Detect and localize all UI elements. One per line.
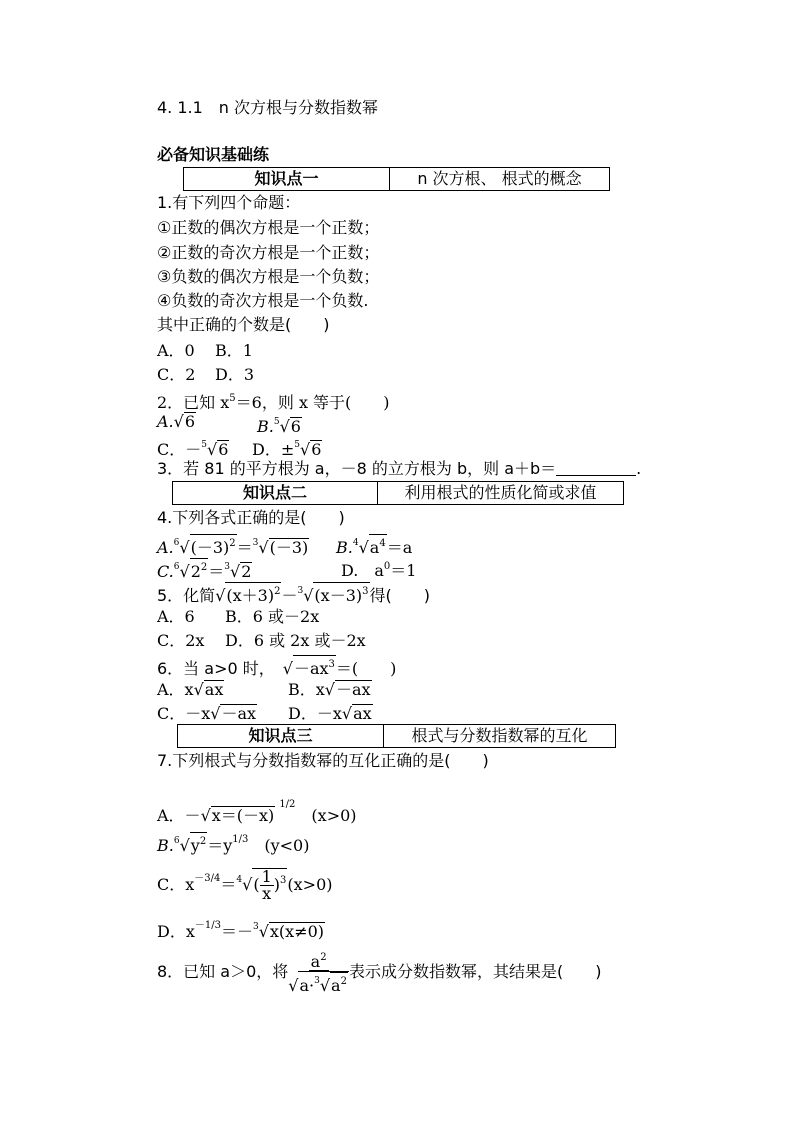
q7-option-c: C．$x^{-3/4}=^4√$( $\frac{1}{x}$ )$^3$(x>0) — [157, 867, 333, 903]
q4-option-c: $C.^6√2^2=^3√2$ — [157, 557, 252, 582]
page-title: 4. 1.1 n 次方根与分数指数幂 — [157, 98, 379, 117]
q6-option-b: B．x√－ax — [288, 680, 371, 699]
q4-stem: 4.下列各式正确的是( ) — [157, 508, 345, 527]
q3-answer-blank[interactable] — [556, 461, 636, 476]
q1-option-a: A．0 — [157, 341, 195, 360]
knowledge-point-2-label: 知识点二 — [173, 482, 378, 504]
q2-option-b: B.$^5$√6 — [257, 417, 301, 436]
knowledge-point-3-label: 知识点三 — [178, 725, 384, 747]
q1-item-4: ④负数的奇次方根是一个负数. — [157, 291, 369, 310]
q5-option-d: D．6 或 2x 或－2x — [225, 631, 366, 650]
q1-stem: 1.有下列四个命题： — [157, 193, 301, 212]
q7-option-b: $B.^6√y^2=y^{1/3}$ (y<0) — [157, 834, 310, 855]
q6-option-a: A．x√ax — [157, 680, 224, 699]
q5-option-c: C．2x — [157, 631, 205, 650]
q1-item-2: ②正数的奇次方根是一个正数； — [157, 243, 380, 262]
q7-stem: 7.下列根式与分数指数幂的互化正确的是( ) — [157, 751, 489, 770]
q1-option-c: C．2 — [157, 365, 196, 384]
q5-option-a: A．6 — [157, 607, 195, 626]
q1-item-1: ①正数的偶次方根是一个正数； — [157, 218, 380, 237]
q7-option-a: A．$-√x=(-x)^{1/2}$ (x>0) — [157, 799, 357, 825]
q6-stem: 6．当 a>0 时， $√-ax^3=$( ) — [157, 655, 396, 679]
q5-stem: 5．化简$√(x+3)^2-^3√(x-3)^3$得( ) — [157, 581, 430, 606]
q4-option-a: $A.^6√(-3)^2=^3√(-3)$ — [157, 533, 309, 558]
q1-option-d: D．3 — [215, 365, 255, 384]
q2-option-a: A.√6 — [157, 412, 196, 431]
q2-option-c: C．－$^5$√6 — [157, 440, 229, 459]
knowledge-point-3-box — [177, 724, 616, 748]
q8-stem: 8．已知 a＞0，将 $\frac{a^2}{√a\cdot^3√a^2}$ 表示成分数指数幂，其结果是( ) — [157, 952, 602, 995]
q2-option-d: D．±$^5$√6 — [252, 440, 322, 459]
q1-ask: 其中正确的个数是( ) — [157, 315, 330, 334]
q3-stem: 3．若 81 的平方根为 a，－8 的立方根为 b，则 a＋b＝ . — [157, 459, 642, 478]
q4-option-b: $B.^4√a^4=a$ — [336, 533, 412, 558]
q1-option-b: B．1 — [215, 341, 253, 360]
knowledge-point-2-desc: 利用根式的性质化简或求值 — [404, 483, 597, 502]
knowledge-point-2-box — [172, 481, 624, 505]
q6-option-c: C．－x√－ax — [157, 704, 257, 723]
q6-option-d: D．－x√ax — [288, 704, 372, 723]
knowledge-point-1-desc: n 次方根、 根式的概念 — [417, 169, 582, 188]
section-heading: 必备知识基础练 — [157, 145, 270, 164]
q1-item-3: ③负数的偶次方根是一个负数； — [157, 267, 380, 286]
q2-stem: 2．已知 $x^5=6$，则 x 等于( ) — [157, 393, 390, 412]
knowledge-point-1-label: 知识点一 — [184, 168, 390, 190]
q4-option-d: D. $a^0=1$ — [341, 561, 417, 580]
knowledge-point-1-box — [183, 167, 610, 191]
q5-option-b: B．6 或－2x — [225, 607, 320, 626]
q7-option-d: D．$x^{-1/3}=-^3√x(x\ne 0)$ — [157, 920, 325, 941]
q8-fraction: $\frac{a^2}{√a\cdot^3√a^2}$ — [288, 952, 347, 995]
knowledge-point-3-desc: 根式与分数指数幂的互化 — [411, 726, 588, 745]
